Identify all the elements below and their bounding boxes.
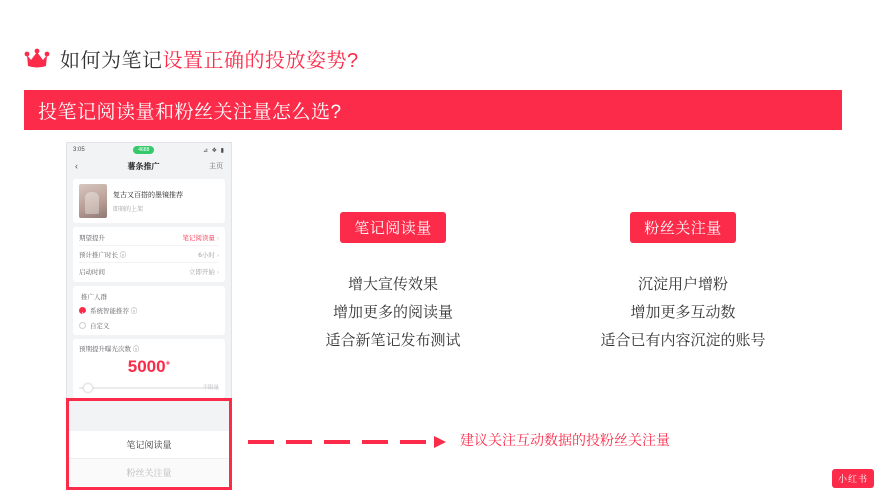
row-value	[189, 267, 219, 276]
status-badge: 4688	[133, 146, 154, 154]
phone-status-bar	[67, 143, 231, 157]
audience-option-custom[interactable]	[79, 318, 219, 333]
table-row[interactable]	[79, 246, 219, 263]
column-followers-title: 粉丝关注量	[630, 212, 736, 243]
dashed-arrow-icon	[248, 436, 446, 448]
audience-option-label: 自定义	[90, 323, 110, 330]
column-reads-points	[300, 271, 486, 355]
page-title	[24, 44, 359, 73]
title-prefix: 如何为笔记	[60, 50, 163, 72]
list-item: 沉淀用户增粉	[637, 276, 728, 293]
chevron-right-icon: ›	[216, 251, 219, 259]
radio-checked-icon[interactable]	[79, 307, 86, 314]
column-reads	[300, 212, 486, 355]
status-time: 3:05	[73, 147, 85, 153]
column-reads-title: 笔记阅读量	[340, 212, 446, 243]
audience-option-label: 系统智能推荐 ⓘ	[90, 308, 138, 315]
list-item: 增加更多的阅读量	[332, 304, 453, 321]
list-item: 增大宣传效果	[347, 276, 438, 293]
table-row[interactable]	[79, 229, 219, 246]
note-title: 复古又百搭的墨镜推荐	[113, 191, 183, 199]
note-subtitle: 即刻的上架	[113, 206, 144, 213]
slider-track	[79, 387, 219, 389]
row-label: 预计推广时长 ⓘ	[79, 251, 127, 259]
note-thumbnail	[79, 184, 107, 218]
chevron-right-icon: ›	[216, 234, 219, 242]
row-label: 期望提升	[79, 234, 105, 242]
column-followers-points	[590, 271, 776, 355]
exposure-value	[79, 357, 219, 377]
note-card[interactable]	[73, 179, 225, 223]
audience-option-auto[interactable]	[79, 303, 219, 318]
nav-home-link[interactable]: 主页	[209, 163, 223, 170]
exposure-caption: 预期提升曝光次数 ⓘ	[79, 346, 140, 353]
crown-icon	[24, 47, 50, 71]
chevron-right-icon: ›	[216, 269, 219, 276]
row-value-text: 6小时	[198, 251, 215, 259]
list-item: 增加更多互动数	[630, 304, 736, 321]
watermark-logo: 小红书	[832, 469, 874, 488]
row-value	[182, 233, 219, 242]
section-banner-text: 投笔记阅读量和粉丝关注量怎么选?	[38, 101, 342, 123]
selector-spacer	[69, 401, 229, 431]
settings-rows	[73, 227, 225, 282]
audience-title: 推广人群	[81, 294, 107, 301]
slider-handle[interactable]	[83, 383, 93, 393]
back-icon[interactable]: ‹	[75, 161, 78, 171]
slider-max-label: 不限量	[202, 385, 219, 391]
audience-section	[73, 286, 225, 335]
row-value-text: 笔记阅读量	[182, 234, 215, 242]
row-value-text: 立即开始	[188, 269, 215, 276]
selector-option-reads[interactable]: 笔记阅读量	[126, 440, 172, 450]
arrow-head-icon	[434, 436, 446, 448]
exposure-number: 5000	[127, 357, 166, 376]
exposure-section	[73, 339, 225, 398]
radio-unchecked-icon[interactable]	[79, 322, 86, 329]
annotation-text: 建议关注互动数据的投粉丝关注量	[460, 432, 670, 448]
exposure-plus: +	[165, 358, 171, 368]
row-label: 启动时间	[79, 269, 105, 276]
list-item: 适合新笔记发布测试	[325, 332, 461, 349]
status-signal: ⊿ ❖ ▮	[202, 147, 225, 154]
page-title-text	[60, 44, 359, 73]
note-meta	[113, 190, 219, 213]
title-accent: 设置正确的投放姿势?	[162, 50, 359, 72]
exposure-slider[interactable]	[79, 383, 219, 393]
list-item: 适合已有内容沉淀的账号	[600, 332, 766, 349]
column-followers	[590, 212, 776, 355]
selector-option-followers[interactable]: 粉丝关注量	[69, 459, 229, 486]
phone-nav-bar	[67, 157, 231, 175]
row-value	[198, 250, 219, 259]
table-row[interactable]	[79, 263, 219, 280]
section-banner	[24, 90, 842, 130]
nav-title: 薯条推广	[127, 161, 160, 171]
goal-selector-highlight[interactable]	[66, 398, 232, 490]
